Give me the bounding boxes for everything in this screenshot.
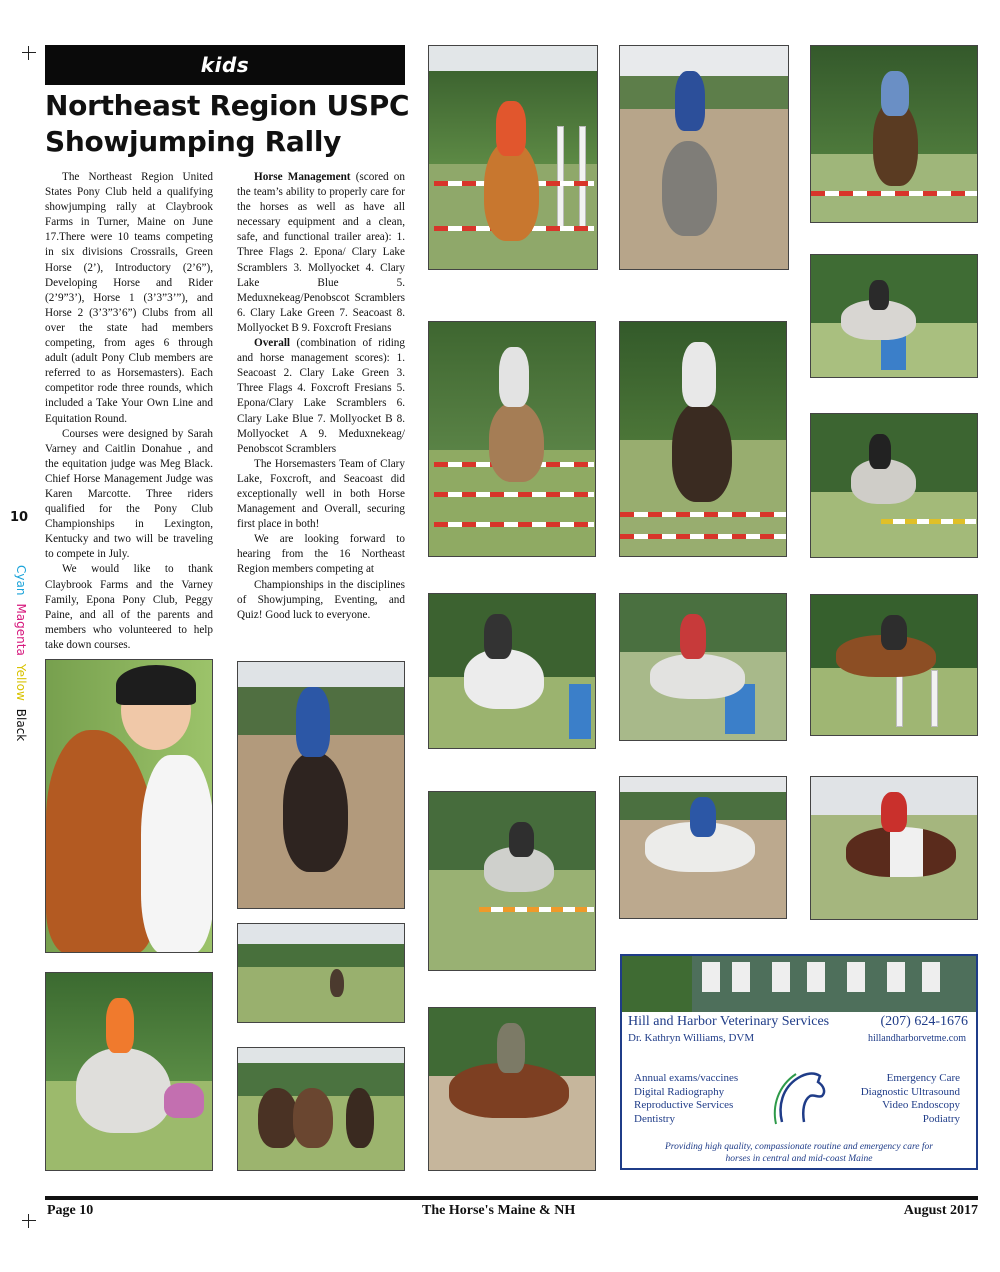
photo-bay-horse-walking	[237, 661, 405, 909]
footer-page-number: Page 10	[47, 1203, 94, 1218]
photo-dark-bay-horse-jump	[619, 321, 787, 557]
horse-head-logo-icon	[768, 1066, 832, 1128]
color-label-cyan: Cyan	[14, 565, 28, 596]
ad-barn-photo	[622, 956, 976, 1012]
photo-grey-pony-arena	[619, 45, 789, 270]
ad-business-name: Hill and Harbor Veterinary Services	[628, 1014, 830, 1029]
ad-service-item: Digital Radiography	[634, 1085, 725, 1098]
color-label-magenta: Magenta	[14, 603, 28, 656]
headline-line-2: Showjumping Rally	[45, 125, 342, 158]
photo-grey-pony-yellow-jump	[810, 413, 978, 558]
photo-grey-horse-blue-jump	[810, 254, 978, 378]
photo-white-horse-blue-standard	[428, 593, 596, 749]
ad-doctor: Dr. Kathryn Williams, DVM	[628, 1032, 755, 1044]
photo-bay-horse-over-jump	[810, 45, 978, 223]
section-banner	[45, 45, 405, 85]
color-label-black: Black	[14, 708, 28, 742]
ad-service-item: Emergency Care	[886, 1072, 960, 1084]
vet-services-ad	[620, 954, 978, 1170]
ad-tagline: Providing high quality, compassionate routine and emergency care for horses in central and mid-coast Maine	[665, 1142, 933, 1164]
photo-chestnut-pony-jump	[428, 45, 598, 270]
headline-line-1: Northeast Region USPC	[45, 89, 410, 122]
paragraph-text: (scored on the team’s ability to properly care for the horses as well as have all necessary equipment and a clean, safe, and functional trailer area): 1. Three Flags 2. Epona/ Clary Lake Scramblers 3. Mollyocket 4. Clary Lake Blue 5. Meduxnekeag/Penobscot Scramblers 6. Clary Lake Green 7. Seacoast 8. Mollyocket B 9. Foxcroft Fresians	[237, 171, 405, 334]
ad-website[interactable]: hillandharborvetme.com	[867, 1033, 966, 1044]
ad-services-left	[634, 1072, 738, 1126]
photo-grey-horse-canter	[619, 593, 787, 741]
ad-phone: (207) 624-1676	[880, 1014, 968, 1029]
footer-rule	[45, 1196, 978, 1200]
article-headline	[45, 88, 410, 160]
ad-service-item: Video Endoscopy	[882, 1099, 960, 1111]
ad-service-item: Dentistry	[634, 1112, 675, 1125]
article-paragraph	[237, 170, 405, 336]
ad-services-right	[861, 1072, 960, 1126]
crop-mark-bottom-left	[22, 1214, 36, 1228]
article-column-1	[45, 170, 213, 653]
footer-publication-name: The Horse's Maine & NH	[422, 1203, 576, 1218]
ad-service-item: Annual exams/vaccines	[634, 1072, 739, 1084]
photo-grey-horse-orange-jump	[428, 791, 596, 971]
article-paragraph: The Northeast Region United States Pony Club held a qualifying showjumping rally at Claybrook Farms in Turner, Maine on June 17.There were 10 teams competing in six divisions Crossrails, Green Horse (2’), Introductory (2’6”), Developing Horse and Rider (2’9”3’), Horse 1 (3’3”3’”), and Horse 2 (3’3”3’6”) Clubs from all over the state had members competing, from ages 6 through adult (adult Pony Club members are referred to as Horsemasters). Each competitor rode three rounds, which included a Take Your Own Line and Equitation Round.	[45, 171, 213, 425]
photo-pinto-horse-jump	[810, 776, 978, 920]
article-paragraph: We are looking forward to hearing from the 16 Northeast Region members competing at	[237, 533, 405, 576]
photo-bay-horse-dressage	[428, 1007, 596, 1171]
paragraph-lead: Horse Management	[254, 171, 351, 183]
article-paragraph: The Horsemasters Team of Clary Lake, Foxcroft, and Seacoast did exceptionally well in both Horse Management and Overall, securing first place in both!	[237, 457, 405, 531]
article-paragraph	[237, 336, 405, 457]
section-label: kids	[200, 53, 250, 77]
side-page-number: 10	[10, 510, 29, 525]
article-paragraph: Courses were designed by Sarah Varney and Caitlin Donahue , and the equitation judge was Meg Black. Chief Horse Management Judge was Karen Marcotte. Three riders qualified for the Pony Club Championships in Lexington, Kentucky and two will be traveling to compete in July.	[45, 427, 213, 561]
article-paragraph: Championships in the disciplines of Showjumping, Eventing, and Quiz! Good luck to everyone.	[237, 578, 405, 621]
photo-bay-horse-white-jump	[810, 594, 978, 736]
ad-service-item: Diagnostic Ultrasound	[860, 1085, 960, 1098]
paragraph-lead: Overall	[254, 337, 291, 350]
photo-rider-portrait-chestnut	[45, 659, 213, 953]
photo-white-horse-trot	[619, 776, 787, 919]
photo-three-riders	[237, 1047, 405, 1171]
photo-palomino-pony-jump	[428, 321, 596, 557]
footer-issue-date: August 2017	[903, 1203, 978, 1218]
article-column-2	[237, 170, 405, 623]
ad-service-item: Reproductive Services	[634, 1099, 734, 1111]
photo-arena-distant	[237, 923, 405, 1023]
color-label-yellow: Yellow	[14, 663, 28, 701]
photo-grey-pony-flowers	[45, 972, 213, 1171]
paragraph-text: (combination of riding and horse management scores): 1. Seacoast 2. Clary Lake Green 3. Three Flags 4. Foxcroft Fresians 5. Epona/Clary Lake Scramblers 6. Clary Lake Blue 7. Mollyocket B 8. Mollyocket A 9. Meduxnekeag/ Penobscot Scramblers	[237, 337, 405, 455]
ad-service-item: Podiatry	[922, 1112, 960, 1125]
crop-mark-top-left	[22, 46, 36, 60]
cmyk-color-bar	[6, 565, 30, 742]
article-paragraph: We would like to thank Claybrook Farms and the Varney Family, Epona Pony Club, Peggy Paine, and all of the parents and members who volunteered to help take down courses.	[45, 563, 213, 651]
